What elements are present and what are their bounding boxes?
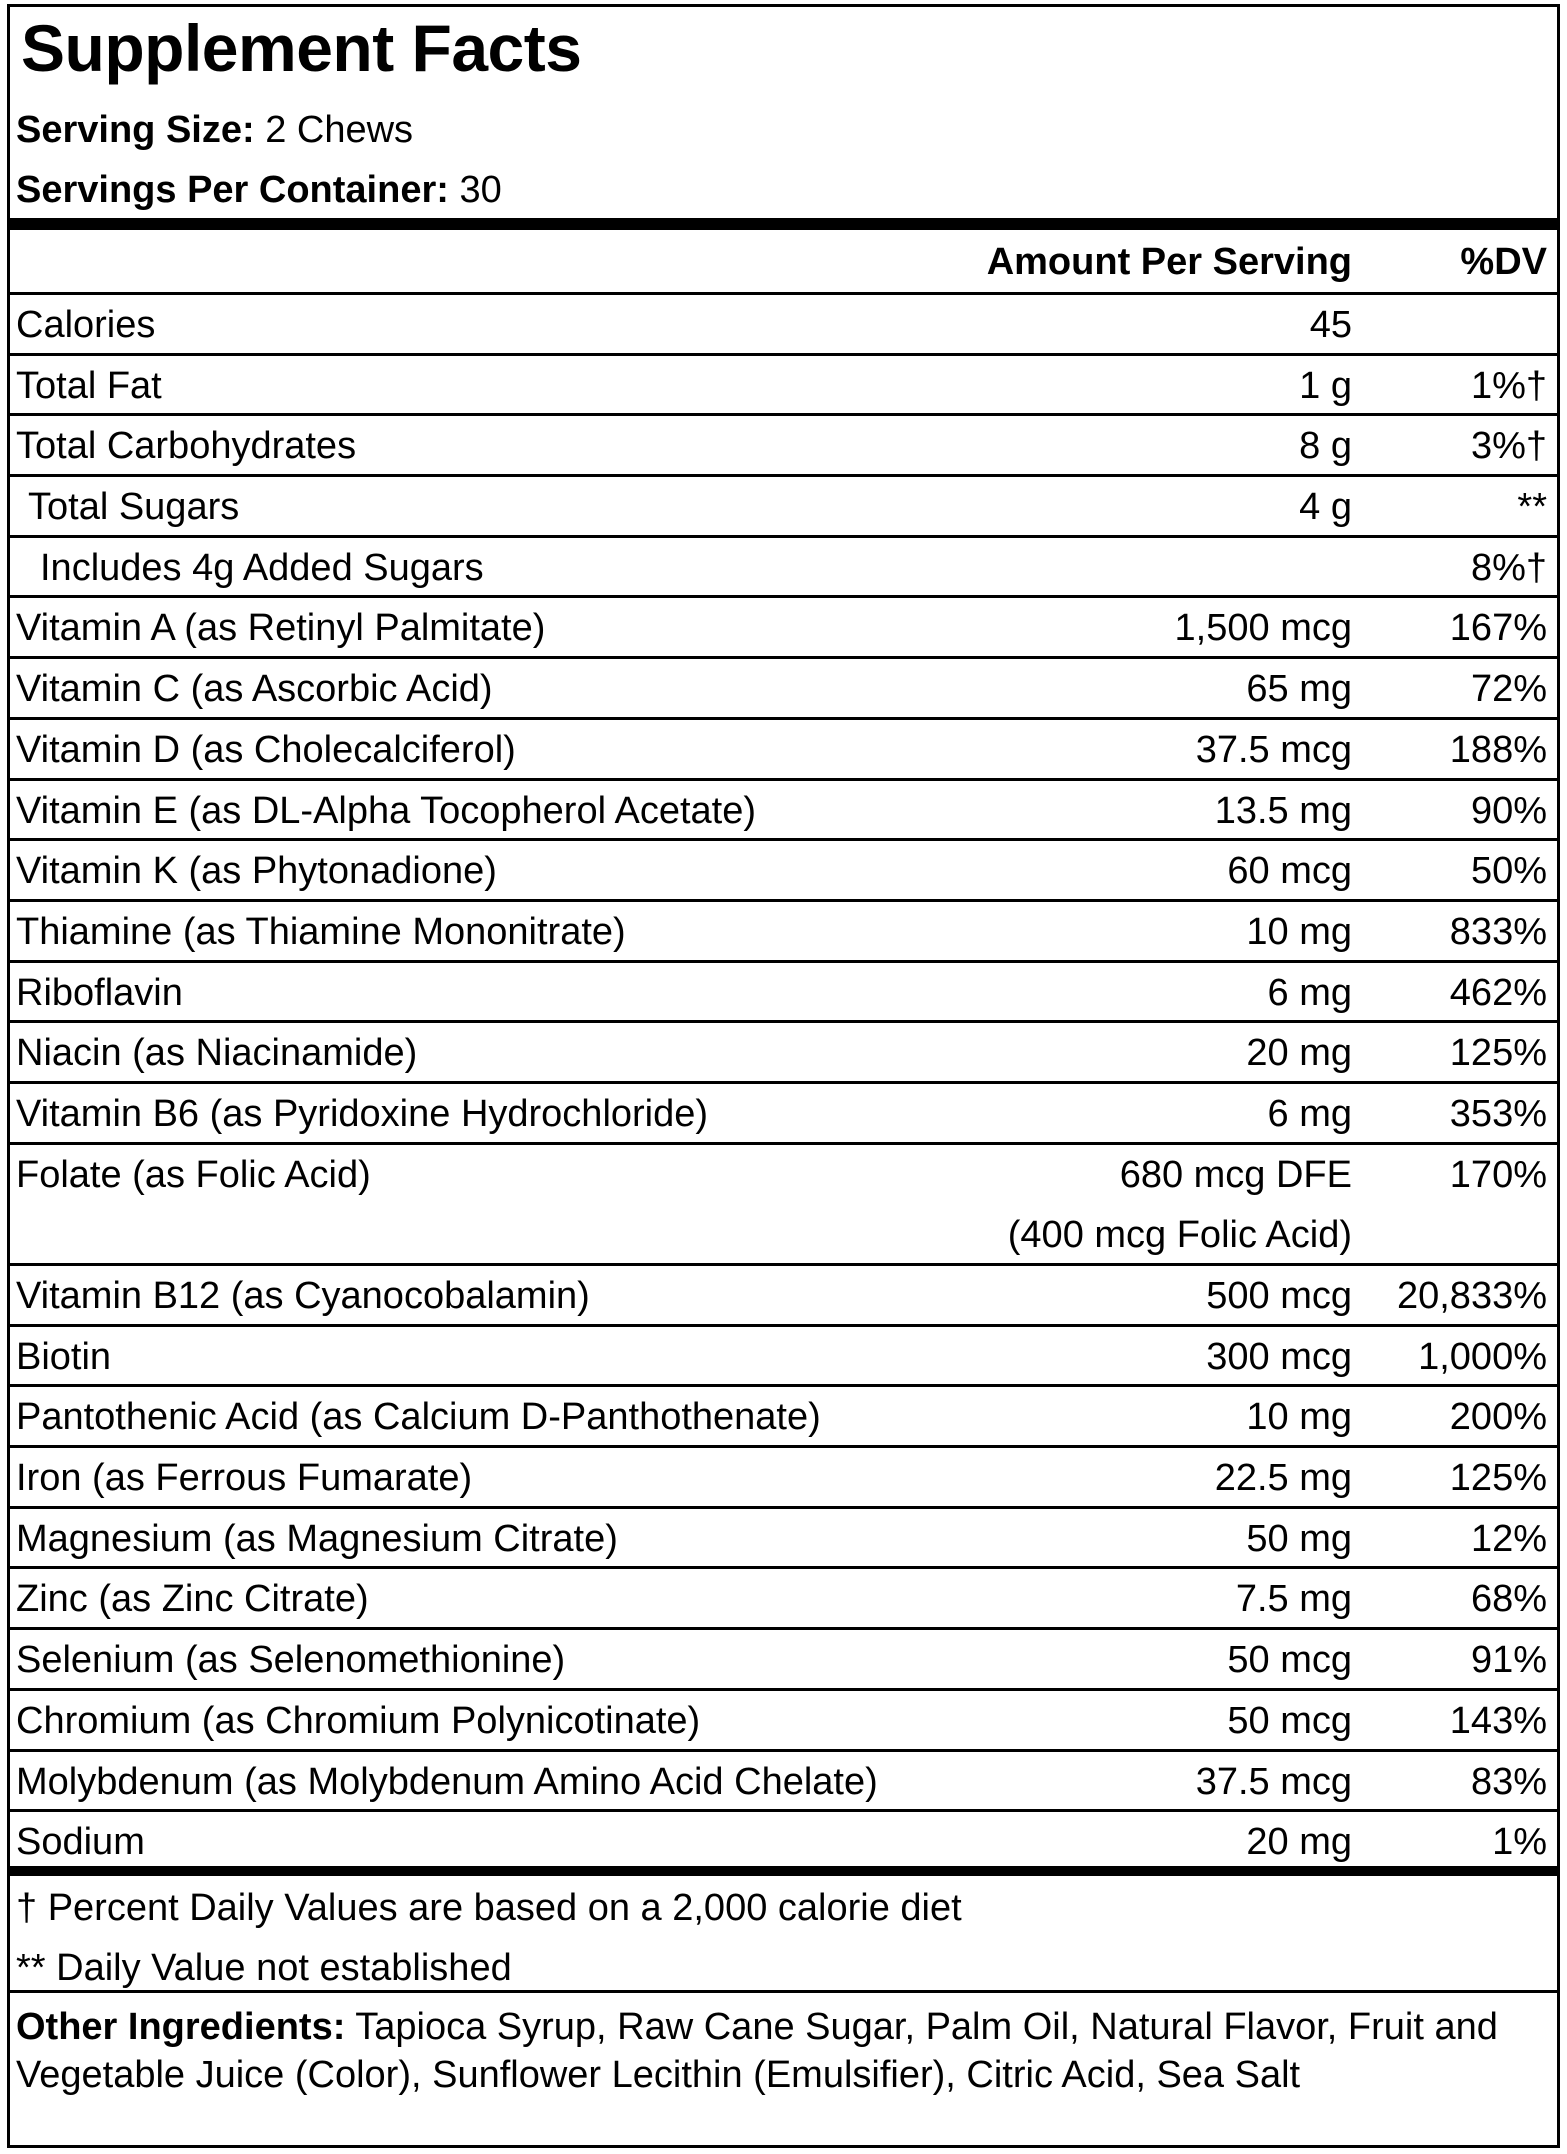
nutrient-dv: 188% <box>1449 728 1547 771</box>
nutrient-row <box>10 1324 1557 1385</box>
nutrient-row <box>10 1566 1557 1627</box>
nutrient-row <box>10 1384 1557 1445</box>
nutrient-name: Riboflavin <box>16 971 183 1014</box>
nutrient-dv: 83% <box>1470 1760 1547 1803</box>
serving-size-label: Serving Size: <box>16 109 255 151</box>
footnote-dagger: † Percent Daily Values are based on a 2,000 calorie diet <box>16 1887 962 1929</box>
nutrient-dv: ** <box>1517 486 1547 529</box>
nutrient-row <box>10 474 1557 535</box>
nutrient-amount: 4 g <box>1299 486 1352 529</box>
nutrient-name: Vitamin C (as Ascorbic Acid) <box>16 668 493 711</box>
nutrient-name: Pantothenic Acid (as Calcium D-Panthothenate) <box>16 1396 821 1439</box>
nutrient-amount: 10 mg <box>1246 1396 1352 1439</box>
nutrient-amount: 50 mcg <box>1227 1699 1352 1742</box>
nutrient-row <box>10 292 1557 353</box>
nutrient-name: Biotin <box>16 1335 112 1378</box>
nutrient-amount: 1 g <box>1299 364 1352 407</box>
nutrient-amount: 65 mg <box>1246 668 1352 711</box>
nutrient-dv: 72% <box>1470 668 1547 711</box>
nutrient-dv: 143% <box>1449 1699 1547 1742</box>
nutrient-dv: 462% <box>1449 971 1547 1014</box>
nutrient-dv: 3%† <box>1470 425 1547 468</box>
nutrient-name: Vitamin E (as DL-Alpha Tocopherol Acetate) <box>16 789 756 832</box>
nutrient-dv: 20,833% <box>1396 1275 1547 1318</box>
nutrient-row <box>10 595 1557 656</box>
nutrient-dv: 125% <box>1449 1457 1547 1500</box>
nutrient-amount: 7.5 mg <box>1235 1578 1352 1621</box>
nutrient-row <box>10 656 1557 717</box>
nutrient-amount: 6 mg <box>1267 1092 1352 1135</box>
nutrient-row <box>10 778 1557 839</box>
nutrient-name: Total Carbohydrates <box>16 425 357 468</box>
nutrient-amount: 50 mcg <box>1227 1639 1352 1682</box>
nutrient-name: Magnesium (as Magnesium Citrate) <box>16 1517 618 1560</box>
nutrient-row <box>10 535 1557 596</box>
nutrient-dv: 170% <box>1449 1153 1547 1196</box>
dv-header: %DV <box>1460 241 1547 283</box>
nutrient-amount: 60 mcg <box>1227 850 1352 893</box>
nutrient-row <box>10 1142 1557 1263</box>
amount-header: Amount Per Serving <box>986 241 1352 283</box>
nutrient-dv: 1%† <box>1470 364 1547 407</box>
nutrient-row <box>10 1627 1557 1688</box>
nutrient-row <box>10 1445 1557 1506</box>
nutrient-amount: 500 mcg <box>1206 1275 1352 1318</box>
nutrient-row <box>10 717 1557 778</box>
nutrient-amount: 300 mcg <box>1206 1335 1352 1378</box>
nutrient-dv: 833% <box>1449 910 1547 953</box>
nutrient-name: Includes 4g Added Sugars <box>40 546 484 589</box>
nutrient-name: Vitamin B12 (as Cyanocobalamin) <box>16 1275 590 1318</box>
nutrient-name: Total Fat <box>16 364 162 407</box>
nutrient-row <box>10 1506 1557 1567</box>
nutrient-row <box>10 1081 1557 1142</box>
nutrient-dv: 8%† <box>1470 546 1547 589</box>
nutrient-amount: 50 mg <box>1246 1517 1352 1560</box>
nutrient-name: Vitamin A (as Retinyl Palmitate) <box>16 607 546 650</box>
servings-per-container <box>16 171 502 209</box>
serving-size-value: 2 Chews <box>265 109 414 151</box>
nutrient-name: Vitamin K (as Phytonadione) <box>16 850 497 893</box>
nutrient-amount: 6 mg <box>1267 971 1352 1014</box>
nutrient-dv: 91% <box>1470 1639 1547 1682</box>
nutrient-amount: 20 mg <box>1246 1821 1352 1864</box>
nutrient-name: Calories <box>16 304 156 346</box>
nutrient-amount: 37.5 mcg <box>1195 1760 1352 1803</box>
nutrient-amount: 45 <box>1309 304 1352 346</box>
nutrient-name: Thiamine (as Thiamine Mononitrate) <box>16 910 626 953</box>
panel-title: Supplement Facts <box>21 11 582 85</box>
nutrient-amount: 1,500 mcg <box>1174 607 1352 650</box>
nutrient-row <box>10 1749 1557 1810</box>
servings-per-container-value: 30 <box>459 169 502 211</box>
ingredients-text: Tapioca Syrup, Raw Cane Sugar, Palm Oil, Natural Flavor, Fruit and Vegetable Juice (Color), Sunflower Lecithin (Emulsifier), Citric Acid, Sea Salt <box>16 2006 1498 2096</box>
nutrient-dv: 68% <box>1470 1578 1547 1621</box>
nutrient-row <box>10 960 1557 1021</box>
nutrient-row <box>10 413 1557 474</box>
thick-divider-top <box>10 218 1557 230</box>
nutrient-dv: 353% <box>1449 1092 1547 1135</box>
nutrient-dv: 125% <box>1449 1032 1547 1075</box>
nutrient-name: Vitamin D (as Cholecalciferol) <box>16 728 516 771</box>
nutrient-name: Niacin (as Niacinamide) <box>16 1032 418 1075</box>
nutrient-name: Sodium <box>16 1821 145 1864</box>
nutrient-dv: 1% <box>1492 1821 1547 1864</box>
nutrient-name: Molybdenum (as Molybdenum Amino Acid Chelate) <box>16 1760 878 1803</box>
servings-per-container-label: Servings Per Container: <box>16 169 449 211</box>
nutrient-amount: 37.5 mcg <box>1195 728 1352 771</box>
nutrient-row <box>10 1688 1557 1749</box>
nutrient-amount: 22.5 mg <box>1214 1457 1352 1500</box>
footnote-not-established: ** Daily Value not established <box>16 1947 512 1989</box>
column-header <box>10 243 1557 291</box>
thick-divider-bottom <box>10 1866 1557 1876</box>
nutrient-dv: 12% <box>1470 1517 1547 1560</box>
other-ingredients <box>16 2003 1517 2099</box>
serving-size <box>16 111 413 149</box>
nutrient-row <box>10 1809 1557 1870</box>
nutrient-dv: 1,000% <box>1418 1335 1547 1378</box>
nutrient-table <box>10 292 1557 1870</box>
nutrient-amount: 680 mcg DFE <box>1119 1153 1352 1196</box>
nutrient-amount: 10 mg <box>1246 910 1352 953</box>
nutrient-dv: 167% <box>1449 607 1547 650</box>
nutrient-amount: 13.5 mg <box>1214 789 1352 832</box>
ingredients-divider <box>10 1990 1557 1993</box>
nutrient-name: Chromium (as Chromium Polynicotinate) <box>16 1699 701 1742</box>
nutrient-amount-secondary: (400 mcg Folic Acid) <box>1007 1213 1352 1256</box>
ingredients-label: Other Ingredients: <box>16 2006 346 2048</box>
nutrient-dv: 200% <box>1449 1396 1547 1439</box>
nutrient-amount: 20 mg <box>1246 1032 1352 1075</box>
nutrient-amount: 8 g <box>1299 425 1352 468</box>
supplement-facts-panel <box>7 4 1560 2148</box>
nutrient-row <box>10 838 1557 899</box>
nutrient-name: Total Sugars <box>28 486 240 529</box>
nutrient-name: Selenium (as Selenomethionine) <box>16 1639 566 1682</box>
nutrient-row <box>10 899 1557 960</box>
nutrient-row <box>10 1020 1557 1081</box>
nutrient-row <box>10 1263 1557 1324</box>
nutrient-name: Folate (as Folic Acid) <box>16 1153 371 1196</box>
nutrient-name: Zinc (as Zinc Citrate) <box>16 1578 369 1621</box>
nutrient-name: Iron (as Ferrous Fumarate) <box>16 1457 473 1500</box>
nutrient-dv: 50% <box>1470 850 1547 893</box>
nutrient-dv: 90% <box>1470 789 1547 832</box>
nutrient-row <box>10 353 1557 414</box>
nutrient-name: Vitamin B6 (as Pyridoxine Hydrochloride) <box>16 1092 709 1135</box>
